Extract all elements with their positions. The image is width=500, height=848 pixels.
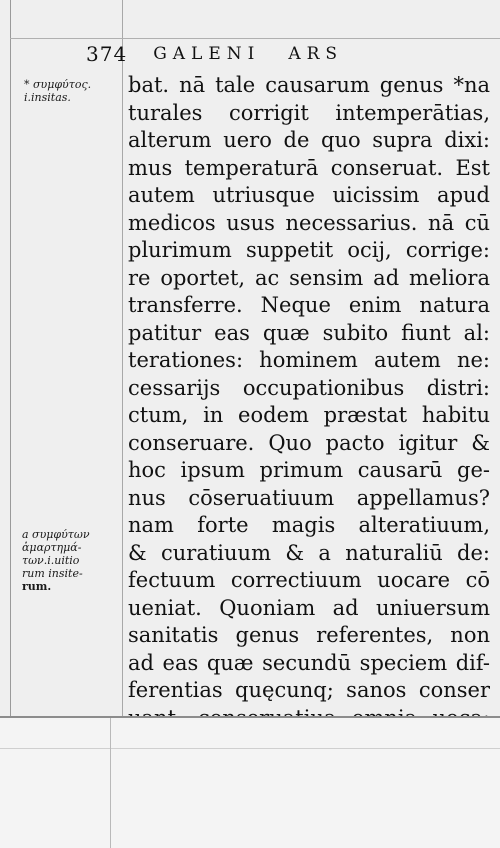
text-line: bat. nā tale causarum genus *na xyxy=(128,73,490,97)
text-line: cessarijs occupationibus distri: xyxy=(128,375,490,400)
running-head-right: ARS xyxy=(288,44,344,64)
margin-note-2-line: rum insite- xyxy=(22,567,83,580)
text-line: ferentias quęcunq; sanos conser xyxy=(128,678,490,702)
margin-note-2-line: rum. xyxy=(22,580,52,593)
text-line: terationes: hominem autem ne: xyxy=(128,348,490,372)
main-text-block xyxy=(128,72,490,732)
margin-note-1 xyxy=(24,78,120,104)
text-line: ad eas quæ secundū speciem dif- xyxy=(128,650,490,675)
underlying-page-margin-rule xyxy=(110,718,111,848)
page-header xyxy=(86,40,343,68)
header-rule xyxy=(10,38,500,39)
underlying-page-area xyxy=(0,718,500,848)
text-line: conseruare. Quo pacto igitur & xyxy=(128,430,490,455)
text-line: alterum uero de quo supra dixi: xyxy=(128,128,490,152)
running-head-left: GALENI xyxy=(153,44,261,64)
page-number: 374 xyxy=(86,42,128,66)
margin-note-2-line: a συμφύτων xyxy=(22,528,90,541)
margin-note-2 xyxy=(22,528,122,593)
text-line: plurimum suppetit ocij, corrige: xyxy=(128,238,490,262)
text-line: mus temperaturā conseruat. Est xyxy=(128,155,490,180)
text-line: sanitatis genus referentes, non xyxy=(128,623,490,647)
underlying-page-rule xyxy=(0,748,500,749)
text-line: autem utriusque uicissim apud xyxy=(128,183,490,207)
text-line: ctum, in eodem præstat habitu xyxy=(128,403,490,427)
running-head xyxy=(153,44,343,64)
text-line: patitur eas quæ subito fiunt al: xyxy=(128,320,490,345)
margin-note-1-line: i.insitas. xyxy=(24,91,71,104)
text-line: hoc ipsum primum causarū ge- xyxy=(128,458,490,482)
margin-note-1-line: * συμφύτος. xyxy=(24,78,92,91)
text-line: medicos usus necessarius. nā cū xyxy=(128,210,490,235)
text-line: & curatiuum & a naturaliū de: xyxy=(128,540,490,565)
text-line: fectuum correctiuum uocare cō xyxy=(128,568,490,592)
text-line: re oportet, ac sensim ad meliora xyxy=(128,265,490,290)
text-line: ueniat. Quoniam ad uniuersum xyxy=(128,595,490,620)
text-line: turales corrigit intemperātias, xyxy=(128,100,490,125)
margin-note-2-line: των.i.uitio xyxy=(22,554,80,567)
text-line: nus cōseruatiuum appellamus? xyxy=(128,485,490,510)
text-line: transferre. Neque enim natura xyxy=(128,293,490,317)
margin-note-2-line: ἁμαρτημά- xyxy=(22,541,82,554)
text-line: nam forte magis alteratiuum, xyxy=(128,513,490,537)
